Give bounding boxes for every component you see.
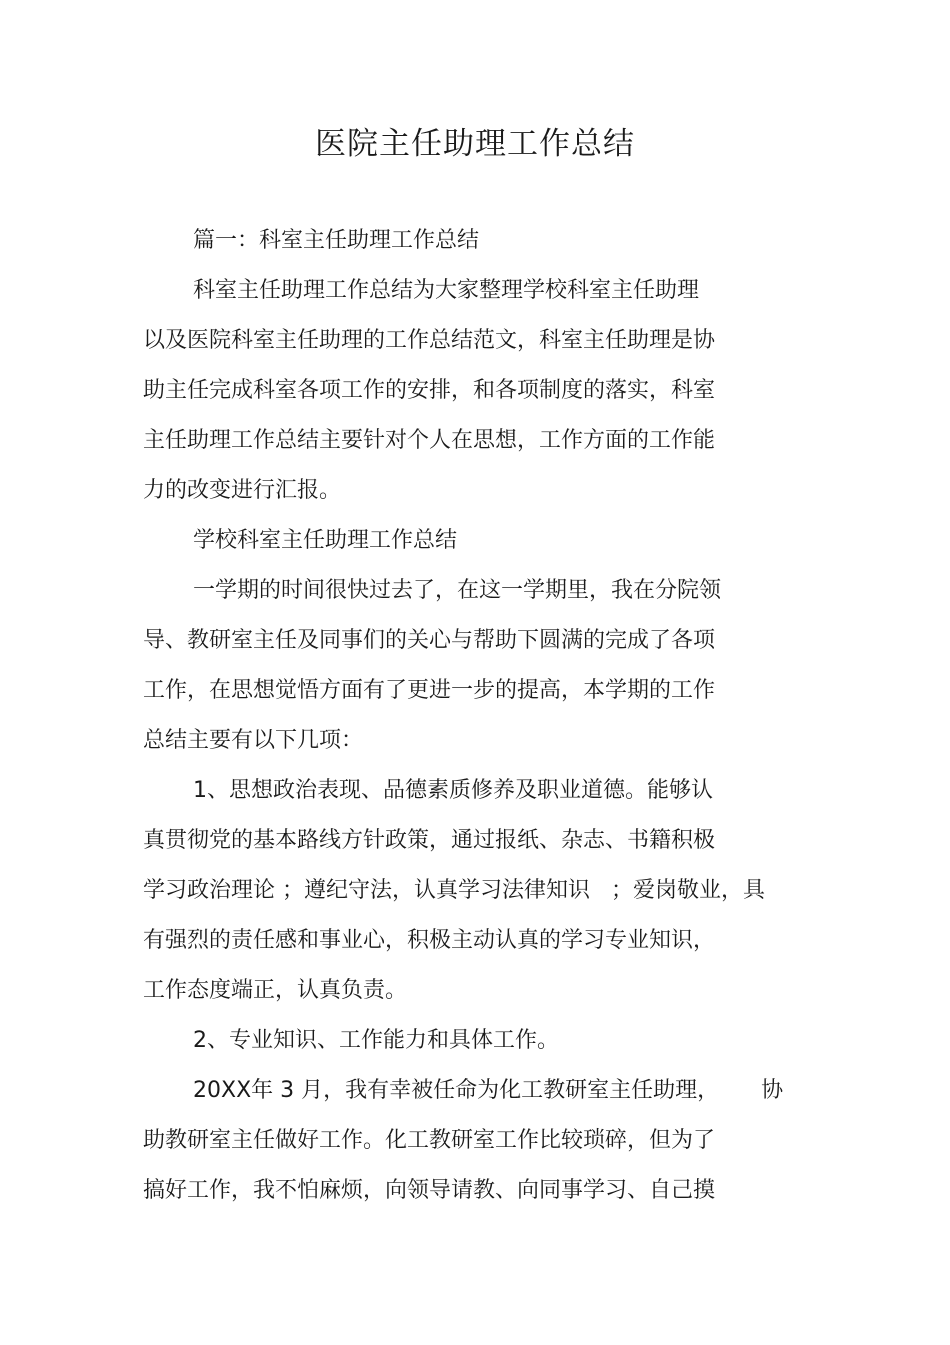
paragraph-line: 2、专业知识、工作能力和具体工作。 [193,1028,559,1053]
paragraph-line: 真贯彻党的基本路线方针政策，通过报纸、杂志、书籍积极 [143,828,716,853]
paragraph-line: 工作态度端正，认真负责。 [143,978,408,1003]
paragraph-line: 1、思想政治表现、品德素质修养及职业道德。能够认 [193,778,713,803]
paragraph-line: 学习政治理论 ；遵纪守法，认真学习法律知识 ；爱岗敬业，具 [143,878,765,903]
paragraph-line: 助教研室主任做好工作。化工教研室工作比较琐碎，但为了 [143,1128,716,1153]
paragraph-line: 总结主要有以下几项： [143,728,364,753]
paragraph-line: 导、教研室主任及同事们的关心与帮助下圆满的完成了各项 [143,628,716,653]
paragraph-line: 工作，在思想觉悟方面有了更进一步的提高，本学期的工作 [143,678,716,703]
paragraph-line: 主任助理工作总结主要针对个人在思想，工作方面的工作能 [143,428,716,453]
paragraph-line: 搞好工作，我不怕麻烦，向领导请教、向同事学习、自己摸 [143,1178,716,1203]
subsection-heading: 学校科室主任助理工作总结 [193,528,458,553]
paragraph-line: 20XX年 3 月，我有幸被任命为化工教研室主任助理， 协 [193,1078,784,1103]
section-heading: 篇一：科室主任助理工作总结 [193,228,480,253]
document-title: 医院主任助理工作总结 [315,126,635,162]
paragraph-line: 力的改变进行汇报。 [143,478,342,503]
paragraph-line: 一学期的时间很快过去了，在这一学期里，我在分院领 [193,578,722,603]
paragraph-line: 有强烈的责任感和事业心，积极主动认真的学习专业知识， [143,928,716,953]
paragraph-line: 以及医院科室主任助理的工作总结范文，科室主任助理是协 [143,328,716,353]
paragraph-line: 科室主任助理工作总结为大家整理学校科室主任助理 [193,278,700,303]
paragraph-line: 助主任完成科室各项工作的安排，和各项制度的落实，科室 [143,378,716,403]
